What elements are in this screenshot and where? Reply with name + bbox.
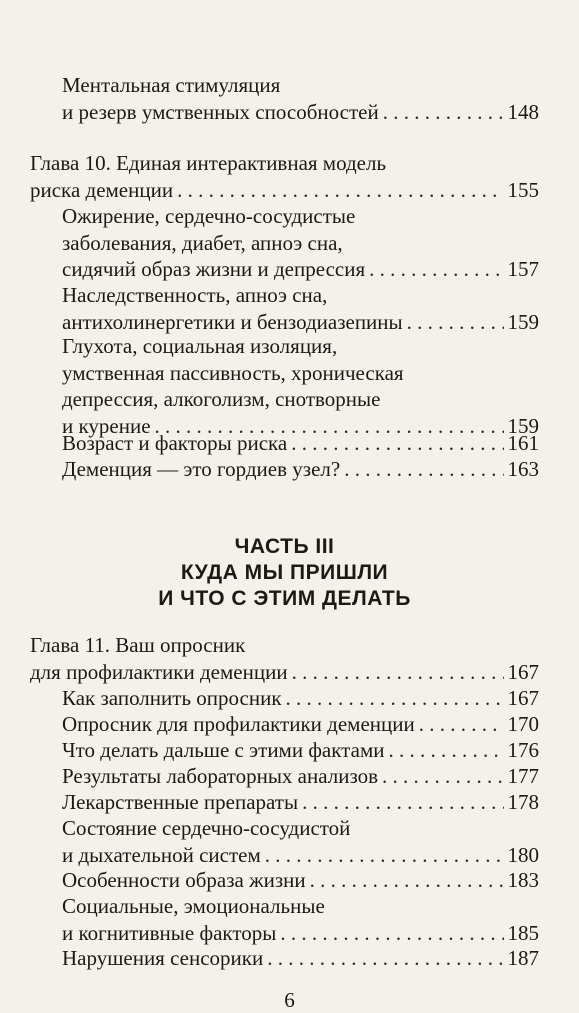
leader-dots bbox=[280, 920, 503, 947]
toc-chapter-10 bbox=[30, 150, 539, 203]
toc-page-number: 167 bbox=[507, 659, 539, 684]
toc-entry-line: Глава 11. Ваш опросник bbox=[30, 633, 246, 657]
toc-entry-mental-stimulation bbox=[62, 72, 539, 125]
toc-entry-lifestyle bbox=[62, 867, 539, 894]
toc-entry-line: и когнитивные факторы bbox=[62, 920, 277, 945]
toc-entry-line: Глава 10. Единая интерактивная модель bbox=[30, 151, 387, 175]
toc-page-number: 163 bbox=[507, 457, 539, 481]
toc-entry-gordian-knot bbox=[62, 456, 539, 483]
toc-entry-line: Деменция — это гордиев узел? bbox=[62, 457, 341, 481]
toc-entry-line: для профилактики деменции bbox=[30, 659, 288, 684]
toc-entry-line: и резерв умственных способностей bbox=[62, 99, 379, 124]
toc-entry-line: Ментальная стимуляция bbox=[62, 73, 281, 97]
toc-page-number: 178 bbox=[507, 790, 539, 814]
toc-entry-line: риска деменции bbox=[30, 177, 174, 202]
toc-page-number: 170 bbox=[507, 712, 539, 736]
leader-dots bbox=[419, 711, 504, 738]
toc-page-number: 159 bbox=[507, 413, 539, 438]
toc-page-number: 185 bbox=[507, 920, 539, 945]
toc-entry-questionnaire bbox=[62, 711, 539, 738]
part-number: ЧАСТЬ III bbox=[234, 535, 335, 558]
leader-dots bbox=[291, 430, 503, 457]
toc-entry-deafness bbox=[62, 333, 539, 439]
page-number: 6 bbox=[284, 988, 295, 1012]
toc-entry-line: антихолинергетики и бензодиазепины bbox=[62, 309, 403, 334]
toc-page-number: 177 bbox=[507, 764, 539, 788]
toc-entry-line: Социальные, эмоциональные bbox=[62, 894, 325, 918]
toc-chapter-11 bbox=[30, 632, 539, 685]
toc-page-number: 187 bbox=[507, 946, 539, 970]
toc-entry-line: Лекарственные препараты bbox=[62, 790, 299, 814]
leader-dots bbox=[310, 867, 504, 894]
toc-entry-line: заболевания, диабет, апноэ сна, bbox=[62, 230, 343, 255]
toc-entry-line: депрессия, алкоголизм, снотворные bbox=[62, 387, 381, 411]
leader-dots bbox=[177, 177, 503, 204]
toc-entry-line: Нарушения сенсорики bbox=[62, 946, 264, 970]
toc-entry-how-to-fill bbox=[62, 685, 539, 712]
leader-dots bbox=[267, 945, 503, 972]
toc-entry-line: Состояние сердечно-сосудистой bbox=[62, 816, 351, 840]
toc-entry-line: Опросник для профилактики деменции bbox=[62, 712, 415, 736]
leader-dots bbox=[286, 685, 504, 712]
toc-entry-medications bbox=[62, 789, 539, 816]
toc-entry-line: Наследственность, апноэ сна, bbox=[62, 283, 328, 307]
toc-page-number: 148 bbox=[507, 99, 539, 124]
part-title-line: И ЧТО С ЭТИМ ДЕЛАТЬ bbox=[158, 587, 411, 610]
toc-page-number: 161 bbox=[507, 431, 539, 455]
toc-entry-line: Что делать дальше с этими фактами bbox=[62, 738, 385, 762]
toc-entry-line: и курение bbox=[62, 413, 151, 438]
toc-entry-obesity bbox=[62, 203, 539, 283]
toc-entry-lab-results bbox=[62, 763, 539, 790]
toc-entry-social-factors bbox=[62, 893, 539, 946]
toc-entry-line: Ожирение, сердечно-сосудистые bbox=[62, 204, 356, 228]
toc-entry-line: Как заполнить опросник bbox=[62, 686, 282, 710]
leader-dots bbox=[292, 659, 504, 686]
toc-entry-cardio bbox=[62, 815, 539, 868]
toc-entry-line: Возраст и факторы риска bbox=[62, 431, 288, 455]
toc-entry-line: умственная пассивность, хроническая bbox=[62, 360, 404, 385]
leader-dots bbox=[302, 789, 503, 816]
toc-page-number: 180 bbox=[507, 842, 539, 867]
toc-page-number: 157 bbox=[507, 257, 539, 281]
toc-entry-line: Результаты лабораторных анализов bbox=[62, 764, 379, 788]
toc-page-number: 167 bbox=[507, 686, 539, 710]
leader-dots bbox=[344, 456, 503, 483]
part-heading bbox=[30, 534, 539, 612]
toc-entry-line: сидячий образ жизни и депрессия bbox=[62, 257, 366, 281]
part-title-line: КУДА МЫ ПРИШЛИ bbox=[180, 561, 389, 584]
toc-entry-line: Особенности образа жизни bbox=[62, 868, 306, 892]
leader-dots bbox=[388, 737, 503, 764]
leader-dots bbox=[265, 842, 504, 869]
toc-entry-line: и дыхательной систем bbox=[62, 842, 261, 867]
leader-dots bbox=[383, 99, 504, 126]
leader-dots bbox=[369, 256, 503, 283]
leader-dots bbox=[407, 309, 504, 336]
toc-page-number: 183 bbox=[507, 868, 539, 892]
toc-page-number: 159 bbox=[507, 309, 539, 334]
toc-entry-age bbox=[62, 430, 539, 457]
toc-page-number: 176 bbox=[507, 738, 539, 762]
toc-entry-line: Глухота, социальная изоляция, bbox=[62, 334, 338, 358]
toc-entry-sensory bbox=[62, 945, 539, 972]
toc-entry-heredity bbox=[62, 282, 539, 335]
leader-dots bbox=[382, 763, 503, 790]
toc-entry-what-next bbox=[62, 737, 539, 764]
toc-page-number: 155 bbox=[507, 177, 539, 202]
